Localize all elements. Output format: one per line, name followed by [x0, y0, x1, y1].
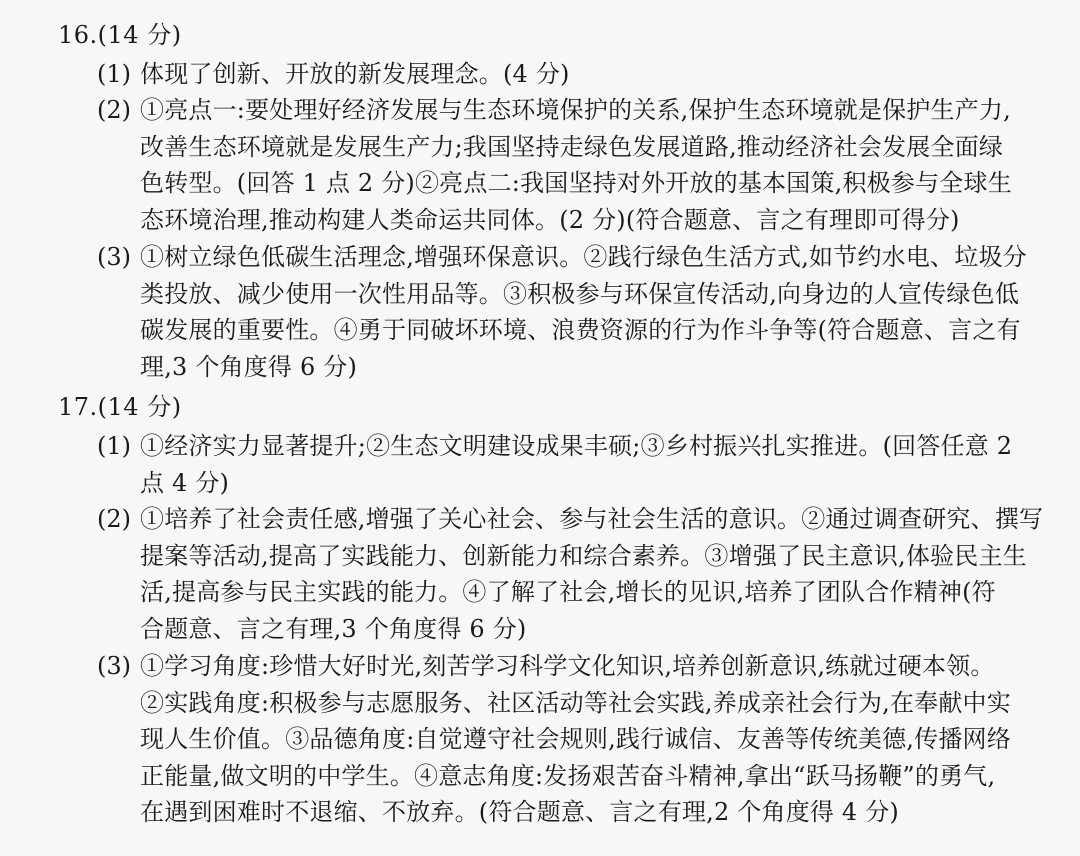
answer-line: 类投放、减少使用一次性用品等。③积极参与环保宣传活动,向身边的人宣传绿色低	[140, 279, 1020, 308]
q17-part-2	[97, 501, 1044, 647]
answer-line: 现人生价值。③品德角度:自觉遵守社会规则,践行诚信、友善等传统美德,传播网络	[140, 725, 1011, 754]
q17-part-1	[97, 428, 1032, 501]
q17-part-3	[97, 648, 1032, 831]
answer-line: 碳发展的重要性。④勇于同破坏环境、浪费资源的行为作斗争等(符合题意、言之有	[140, 316, 1021, 345]
q16-part-3	[97, 239, 1032, 385]
answer-line: 理,3 个角度得 6 分)	[140, 352, 358, 381]
answer-line: 活,提高参与民主实践的能力。④了解了社会,增长的见识,培养了团队合作精神(符	[140, 578, 996, 607]
answer-line: 在遇到困难时不退缩、不放弃。(符合题意、言之有理,2 个角度得 4 分)	[140, 798, 899, 827]
q16-part-1	[97, 56, 1032, 93]
part-number: (3)	[97, 243, 131, 271]
answer-line: ①培养了社会责任感,增强了关心社会、参与社会生活的意识。②通过调查研究、撰写	[140, 505, 1044, 533]
part-number: (2)	[97, 96, 131, 124]
answer-line: 色转型。(回答 1 点 2 分)②亮点二:我国坚持对外开放的基本国策,积极参与全球生	[140, 169, 1012, 198]
question-16-title: 16.(14 分)	[58, 21, 182, 49]
answer-line: 合题意、言之有理,3 个角度得 6 分)	[140, 614, 527, 643]
answer-line: 正能量,做文明的中学生。④意志角度:发扬艰苦奋斗精神,拿出“跃马扬鞭”的勇气,	[140, 761, 996, 790]
part-number: (3)	[97, 652, 131, 680]
part-number: (1)	[97, 432, 131, 460]
answer-line: ①亮点一:要处理好经济发展与生态环境保护的关系,保护生态环境就是保护生产力,	[140, 96, 1011, 124]
answer-line: ①经济实力显著提升;②生态文明建设成果丰硕;③乡村振兴扎实推进。(回答任意 2	[140, 432, 1013, 460]
answer-line: 态环境治理,推动构建人类命运共同体。(2 分)(符合题意、言之有理即可得分)	[140, 205, 960, 234]
answer-line: 改善生态环境就是发展生产力;我国坚持走绿色发展道路,推动经济社会发展全面绿	[140, 132, 1004, 161]
part-number: (2)	[97, 505, 131, 533]
question-17-title: 17.(14 分)	[58, 393, 182, 421]
part-number: (1)	[97, 60, 131, 88]
answer-line: 体现了创新、开放的新发展理念。(4 分)	[140, 60, 570, 88]
answer-line: ②实践角度:积极参与志愿服务、社区活动等社会实践,养成亲社会行为,在奉献中实	[140, 688, 1011, 717]
answer-line: 提案等活动,提高了实践能力、创新能力和综合素养。③增强了民主意识,体验民主生	[140, 541, 1027, 570]
answer-line: ①树立绿色低碳生活理念,增强环保意识。②践行绿色生活方式,如节约水电、垃圾分	[140, 243, 1027, 271]
answer-line: 点 4 分)	[140, 468, 230, 497]
q16-part-2	[97, 92, 1032, 238]
answer-line: ①学习角度:珍惜大好时光,刻苦学习科学文化知识,培养创新意识,练就过硬本领。	[140, 652, 995, 680]
